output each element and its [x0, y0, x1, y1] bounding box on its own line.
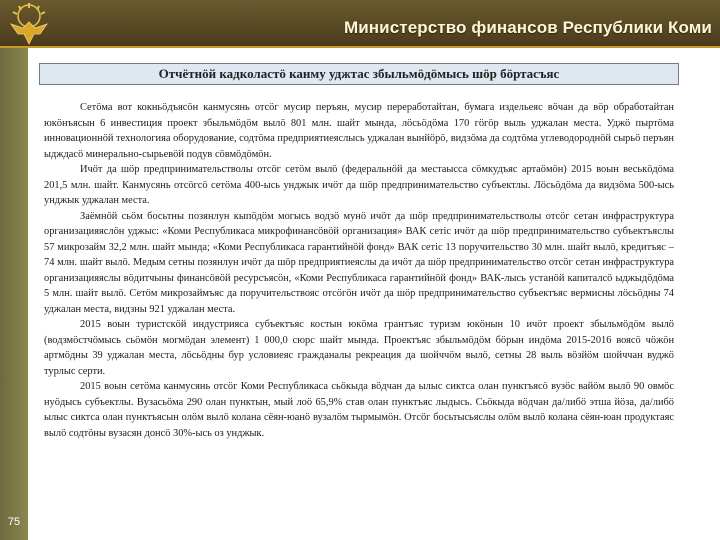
paragraph: Заёмнӧй сьӧм босьтны позянлун кыпӧдӧм могысь водзӧ мунӧ ичӧт да шӧр предпринимательстволы отсӧг сетан инфраструктура организацияяслӧн уджыс: «Коми Республикаса микрофинансӧвӧй организация» ВАК сетіс ичӧт да шӧр предпринимательство субъектъяслы 57 микрозайм 32,2 млн. шайт мында; «Коми Республикаса гарантийнӧй фонд» ВАК сетіс 13 поручительство 30 млн. шайт вылӧ, кредитъяс – 74 млн. шайт вылӧ. Медым сетны позянлун ичӧт да шӧр предприятиеяслы да ичӧт да шӧр предпринимательство отсӧг сетан инфраструктура организацияяслы вӧдитчыны финансӧвӧй ресурсъясӧн, «Коми Республикаса гарантийнӧй фонд» ВАК-лысь устанӧй капиталсӧ ыджыдӧдӧма 5 млн. шайт вылӧ. Сетӧм микрозаймъяс да поручительствояс отсӧгӧн ичӧт да шӧр предпринимательство субъектъяс вермисны лӧсьӧдны 74 уджалан места, видзны 921 уджалан места.	[44, 210, 674, 315]
slide-title: Отчётнӧй кадколастӧ канму уджтас збыльмӧдӧмысь шӧр бӧртасъяс	[39, 63, 679, 85]
sun-bird-emblem-icon	[6, 2, 52, 46]
left-side-band	[0, 48, 28, 540]
body-text	[44, 100, 674, 441]
paragraph: 2015 воын сетӧма канмусянь отсӧг Коми Республикаса сьӧкыда вӧдчан да ылыс сиктса олан пунктъясӧ вузӧс вайӧм вылӧ 90 овмӧс нуӧдысь субъектлы. Вузасьӧма 290 олан пунктын, мый лоӧ 65,9% став олан пунктъяс лыдысь. Сьӧкыда вӧдчан да/либӧ этша йӧза, да/либӧ ылыс сиктса олан пунктъясын олӧм вылӧ колана сёян-юанӧ вузалӧм тырмымӧн. Отсӧг босьтысьяслы олӧм вылӧ колана сёян-юан продуктаяс вылӧ содтӧны вузасян донсӧ 30%-ысь оз унджык.	[44, 381, 674, 439]
paragraph: Ичӧт да шӧр предпринимательстволы отсӧг сетӧм вылӧ (федеральнӧй да местаысса сӧмкудъяс артаӧмӧн) 2015 воын веськӧдӧма 201,5 млн. шайт. Канмусянь отсӧгсӧ сетӧма 400-ысь унджык ичӧт да шӧр предпринимательство субъектлы. Лӧсьӧдӧма да видзӧма 500-ысь унджык уджалан места.	[44, 164, 674, 206]
ministry-title: Министерство финансов Республики Коми	[344, 18, 712, 37]
paragraph: 2015 воын туристскӧй индустрияса субъектъяс костын юкӧма грантъяс туризм юкӧнын 10 ичӧт проект збыльмӧдӧм вылӧ (водзмӧстчӧмысь сьӧмӧн могмӧдан элемент) 1 000,0 сюрс шайт мында. Проектъяс збыльмӧдӧм бӧрын индӧма 2015-2016 воясӧ чӧжӧн артмӧдны 39 уджалан места, лӧсьӧдны бур условиеяс гражданалы рекреация да шойччӧм вылӧ, сетны 28 выль вӧзйӧм шойччан вуджӧ турлыс серти.	[44, 319, 674, 377]
header-bar	[0, 0, 720, 48]
paragraph: Сетӧма вот кокньӧдъясӧн канмусянь отсӧг мусир перъян, мусир переработайтан, бумага издельеяс вӧчан да вӧр обработайтан юкӧнъясын 6 инвестиция проект збыльмӧдӧм вылӧ 801 млн. шайт мында, лӧсьӧдӧма 170 гӧгӧр выль уджалан места. Уджӧ пыртӧма инновационнӧй технологияа оборудование, содтӧма предприятиеяслысь уджалан вынйӧрӧ, видзӧма да содтӧма углеводороднӧй сырьӧ перъян ыдждасӧ минерально-сырьевӧй подув сӧвмӧдӧмӧн.	[44, 102, 674, 160]
page-number: 75	[7, 516, 21, 528]
